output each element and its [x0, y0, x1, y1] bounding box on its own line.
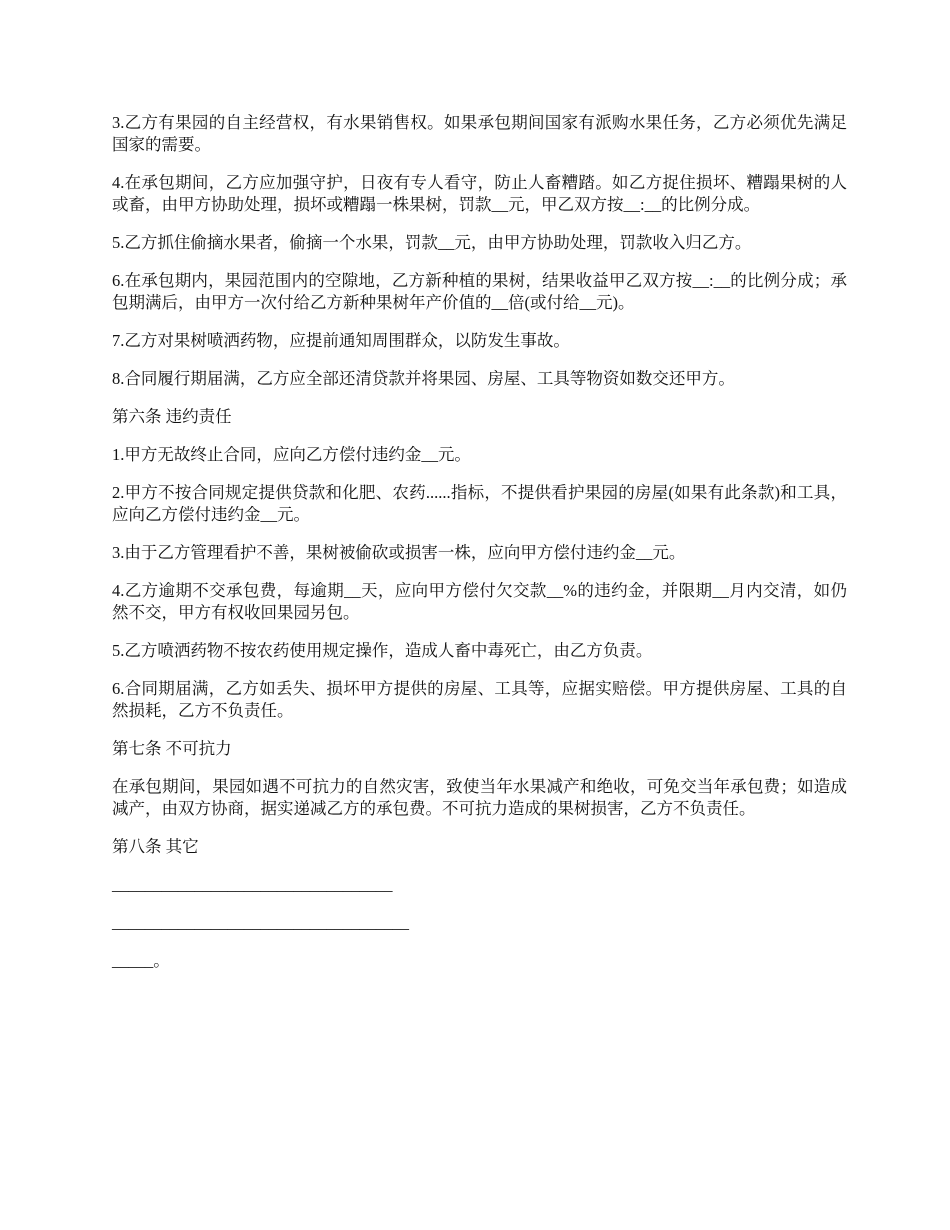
blank-line-1: __________________________________ [112, 875, 393, 894]
blank-line-2: ____________________________________ [112, 913, 409, 932]
document-page [112, 112, 847, 988]
clause-5-item-5: 5.乙方抓住偷摘水果者，偷摘一个水果，罚款__元，由甲方协助处理，罚款收入归乙方。 [112, 233, 752, 252]
clause-5-item-8: 8.合同履行期届满，乙方应全部还清贷款并将果园、房屋、工具等物资如数交还甲方。 [112, 369, 735, 388]
clause-6-item-1: 1.甲方无故终止合同，应向乙方偿付违约金__元。 [112, 445, 471, 464]
clause-6-item-3: 3.由于乙方管理看护不善，果树被偷砍或损害一株，应向甲方偿付违约金__元。 [112, 543, 686, 562]
article-7-heading: 第七条 不可抗力 [112, 739, 232, 758]
clause-5-item-6: 6.在承包期内，果园范围内的空隙地，乙方新种植的果树，结果收益甲乙双方按__:__的比例分成；承包期满后，由甲方一次付给乙方新种果树年产价值的__倍(或付给__元)。 [112, 271, 847, 312]
clause-6-item-5: 5.乙方喷洒药物不按农药使用规定操作，造成人畜中毒死亡，由乙方负责。 [112, 641, 653, 660]
article-6-heading: 第六条 违约责任 [112, 407, 232, 426]
blank-line-3: _____。 [112, 951, 170, 970]
article-8-heading: 第八条 其它 [112, 837, 199, 856]
clause-5-item-7: 7.乙方对果树喷洒药物，应提前通知周围群众，以防发生事故。 [112, 331, 570, 350]
clause-5-item-4: 4.在承包期间，乙方应加强守护，日夜有专人看守，防止人畜糟踏。如乙方捉住损坏、糟蹋果树的人或畜，由甲方协助处理，损坏或糟蹋一株果树，罚款__元，甲乙双方按__:__的比例分成。 [112, 173, 847, 214]
article-7-body: 在承包期间，果园如遇不可抗力的自然灾害，致使当年水果减产和绝收，可免交当年承包费；如造成减产，由双方协商，据实递减乙方的承包费。不可抗力造成的果树损害，乙方不负责任。 [112, 777, 847, 818]
clause-5-item-3: 3.乙方有果园的自主经营权，有水果销售权。如果承包期间国家有派购水果任务，乙方必须优先满足国家的需要。 [112, 113, 847, 154]
clause-6-item-6: 6.合同期届满，乙方如丢失、损坏甲方提供的房屋、工具等，应据实赔偿。甲方提供房屋、工具的自然损耗，乙方不负责任。 [112, 679, 847, 720]
clause-6-item-2: 2.甲方不按合同规定提供贷款和化肥、农药......指标，不提供看护果园的房屋(如果有此条款)和工具，应向乙方偿付违约金__元。 [112, 483, 847, 524]
clause-6-item-4: 4.乙方逾期不交承包费，每逾期__天，应向甲方偿付欠交款__%的违约金，并限期__月内交清，如仍然不交，甲方有权收回果园另包。 [112, 581, 847, 622]
